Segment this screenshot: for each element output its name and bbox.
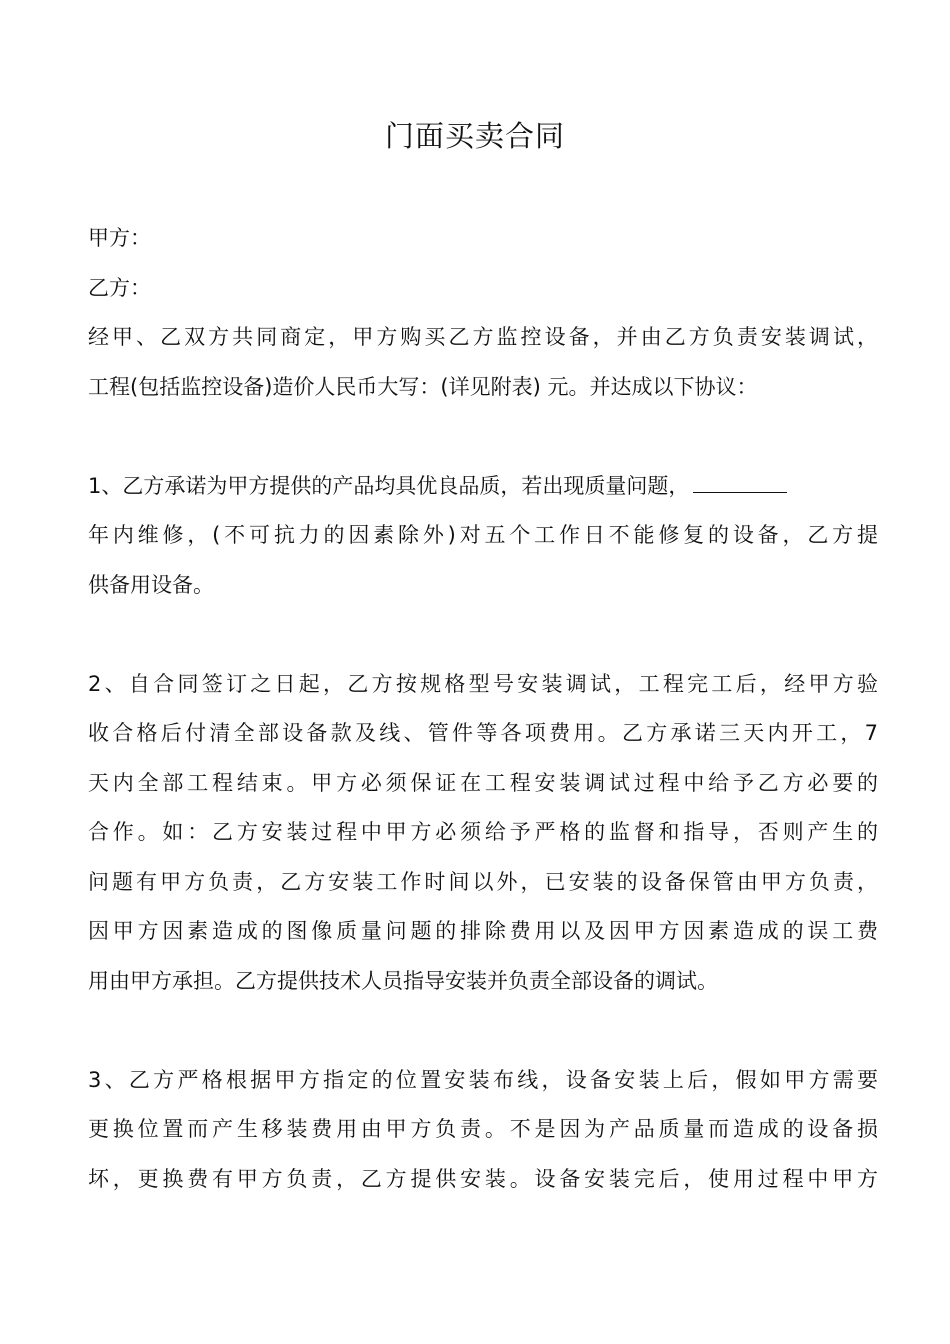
paragraph-gap xyxy=(88,610,878,660)
contract-body xyxy=(88,214,878,1204)
clause-2-line-3: 天内全部工程结束。甲方必须保证在工程安装调试过程中给予乙方必要的 xyxy=(88,770,878,795)
clause-3-line-1: 3、乙方严格根据甲方指定的位置安装布线，设备安装上后，假如甲方需要 xyxy=(88,1067,878,1092)
party-b-line: 乙方： xyxy=(88,275,151,300)
clause-1-line-2: 年内维修，(不可抗力的因素除外)对五个工作日不能修复的设备，乙方提 xyxy=(88,523,878,547)
clause-2-line-5: 问题有甲方负责，乙方安装工作时间以外，已安装的设备保管由甲方负责， xyxy=(88,869,878,894)
clause-2-line-2: 收合格后付清全部设备款及线、管件等各项费用。乙方承诺三天内开工，7 xyxy=(88,721,878,745)
clause-1-line-3: 供备用设备。 xyxy=(88,572,214,597)
clause-1-line-1 xyxy=(88,462,878,512)
party-a-line: 甲方： xyxy=(88,226,151,250)
warranty-years-blank xyxy=(693,468,787,493)
clause-3-line-3: 坏，更换费有甲方负责，乙方提供安装。设备安装完后，使用过程中甲方 xyxy=(88,1166,878,1191)
paragraph-gap xyxy=(88,1006,878,1056)
intro-line-2: 工程(包括监控设备)造价人民币大写：(详见附表) 元。并达成以下协议： xyxy=(88,374,758,399)
document-title: 门面买卖合同 xyxy=(384,119,565,153)
clause-1-text: 1、乙方承诺为甲方提供的产品均具优良品质，若出现质量问题， xyxy=(88,473,690,498)
clause-3-line-2: 更换位置而产生移装费用由甲方负责。不是因为产品质量而造成的设备损 xyxy=(88,1117,878,1141)
clause-2-line-7: 用由甲方承担。乙方提供技术人员指导安装并负责全部设备的调试。 xyxy=(88,968,718,993)
clause-2-line-1: 2、自合同签订之日起，乙方按规格型号安装调试，工程完工后，经甲方验 xyxy=(88,671,878,696)
clause-2-line-6: 因甲方因素造成的图像质量问题的排除费用以及因甲方因素造成的误工费 xyxy=(88,919,878,943)
intro-line-1: 经甲、乙双方共同商定，甲方购买乙方监控设备，并由乙方负责安装调试， xyxy=(88,325,878,349)
paragraph-gap xyxy=(88,412,878,462)
clause-2-line-4: 合作。如：乙方安装过程中甲方必须给予严格的监督和指导，否则产生的 xyxy=(88,820,878,844)
